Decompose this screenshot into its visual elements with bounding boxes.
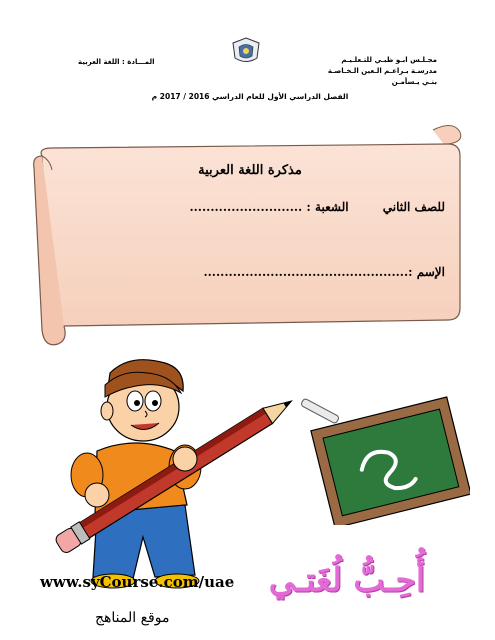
- card-title: مذكرة اللغة العربية: [198, 163, 302, 178]
- name-field[interactable]: الإسم :.................................................: [203, 265, 445, 279]
- term-label: الفصل الدراسي الأول للعام الدراسي 2016 / 2017 م: [151, 92, 349, 101]
- watermark-site-name: موقع المناهج: [95, 610, 170, 626]
- school-gender: بنـي يـسأمـن: [391, 78, 437, 86]
- class-row: [60, 200, 445, 214]
- subject-label: المـــادة : اللغة العربية: [78, 58, 155, 66]
- school-logo: [228, 36, 264, 66]
- chalkboard-illustration: [290, 395, 470, 525]
- school-header: [287, 55, 437, 88]
- boy-with-pencil-illustration: [35, 355, 325, 590]
- council-name: مجـلـس ابـو ظبـي للتـعلـيـم: [341, 56, 437, 64]
- watermark-url[interactable]: www.syCourse.com/uae: [40, 573, 235, 591]
- scroll-banner: [28, 120, 473, 360]
- section-field[interactable]: الشعبة : ...........................: [189, 200, 349, 214]
- school-name: مدرسـة بـراعـم الـعين الـخـاصـة: [327, 67, 437, 75]
- slogan-text: أُحِـبُّ لُغَتـي: [268, 560, 425, 599]
- grade-label: للصف الثاني: [382, 200, 445, 214]
